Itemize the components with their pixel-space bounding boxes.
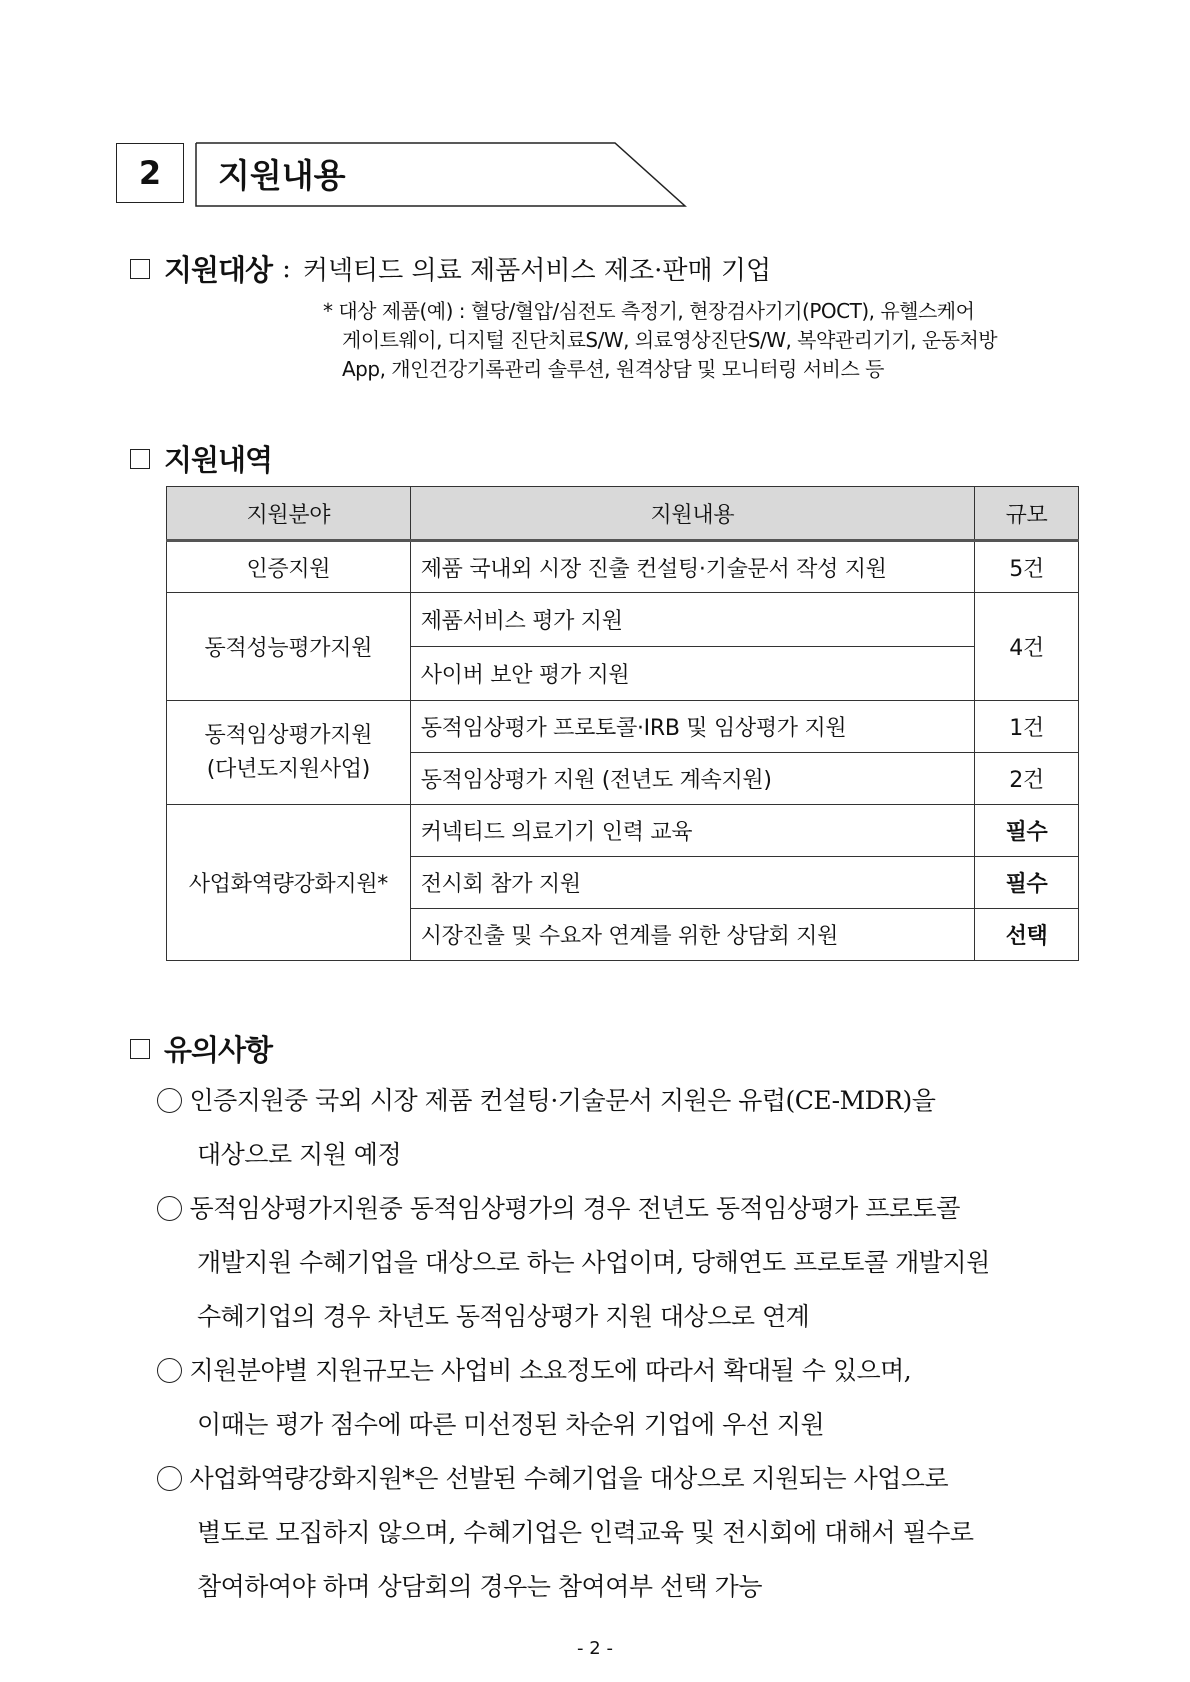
- section-number: 2: [116, 143, 184, 203]
- list-item-line: 별도로 모집하지 않으며, 수혜기업은 인력교육 및 전시회에 대해서 필수로: [197, 1518, 974, 1547]
- table-header: 규모: [975, 487, 1079, 541]
- list-item-line: 이때는 평가 점수에 따른 미선정된 차순위 기업에 우선 지원: [197, 1410, 825, 1439]
- content-cell: 시장진출 및 수요자 연계를 위한 상담회 지원: [410, 909, 974, 961]
- list-item: [157, 1182, 990, 1344]
- scale-cell: 1건: [975, 701, 1079, 753]
- target-heading-row: [130, 248, 771, 289]
- target-sep: :: [282, 253, 291, 284]
- list-item-line: 지원분야별 지원규모는 사업비 소요정도에 따라서 확대될 수 있으며,: [189, 1356, 912, 1385]
- support-table: [166, 486, 1079, 961]
- target-note-line: 게이트웨이, 디지털 진단치료S/W, 의료영상진단S/W, 복약관리기기, 운동처방: [342, 328, 998, 352]
- scale-cell: 선택: [975, 909, 1079, 961]
- checkbox-square-icon: [130, 1039, 150, 1059]
- list-item-line: 대상으로 지원 예정: [197, 1140, 402, 1169]
- circle-bullet-icon: [157, 1358, 182, 1383]
- scale-cell: 4건: [975, 593, 1079, 701]
- field-cell: 사업화역량강화지원*: [167, 805, 411, 961]
- list-item-line: 사업화역량강화지원*은 선발된 수혜기업을 대상으로 지원되는 사업으로: [189, 1464, 949, 1493]
- list-item-line: 인증지원중 국외 시장 제품 컨설팅·기술문서 지원은 유럽(CE-MDR)을: [189, 1086, 936, 1115]
- field-cell: [167, 701, 411, 805]
- details-heading-row: [130, 438, 272, 479]
- content-cell: 커넥티드 의료기기 인력 교육: [410, 805, 974, 857]
- list-item-line: 참여하여야 하며 상담회의 경우는 참여여부 선택 가능: [197, 1572, 762, 1601]
- table-header: 지원내용: [410, 487, 974, 541]
- content-cell: 동적임상평가 지원 (전년도 계속지원): [410, 753, 974, 805]
- notes-heading: 유의사항: [164, 1033, 273, 1067]
- scale-cell: 필수: [975, 857, 1079, 909]
- circle-bullet-icon: [157, 1466, 182, 1491]
- table-row: [167, 541, 1079, 593]
- field-cell-line: (다년도지원사업): [206, 756, 370, 782]
- list-item-line: 수혜기업의 경우 차년도 동적임상평가 지원 대상으로 연계: [197, 1302, 810, 1331]
- table-row: [167, 701, 1079, 753]
- list-item-line: 개발지원 수혜기업을 대상으로 하는 사업이며, 당해연도 프로토콜 개발지원: [197, 1248, 990, 1277]
- scale-cell: 2건: [975, 753, 1079, 805]
- content-cell: 사이버 보안 평가 지원: [410, 647, 974, 701]
- table-header-row: [167, 487, 1079, 541]
- content-cell: 제품 국내외 시장 진출 컨설팅·기술문서 작성 지원: [410, 541, 974, 593]
- list-item: [157, 1074, 990, 1182]
- list-item: [157, 1344, 990, 1452]
- content-cell: 제품서비스 평가 지원: [410, 593, 974, 647]
- target-note: [323, 297, 997, 384]
- list-item: [157, 1452, 990, 1614]
- scale-cell: 필수: [975, 805, 1079, 857]
- scale-cell: 5건: [975, 541, 1079, 593]
- notes-heading-row: [130, 1028, 272, 1069]
- table-header: 지원분야: [167, 487, 411, 541]
- target-description: 커넥티드 의료 제품서비스 제조·판매 기업: [302, 256, 772, 286]
- circle-bullet-icon: [157, 1088, 182, 1113]
- notes-list: [157, 1074, 990, 1614]
- target-note-line: * 대상 제품(예) : 혈당/혈압/심전도 측정기, 현장검사기기(POCT), 유헬스케어: [323, 299, 975, 323]
- page-number: - 2 -: [577, 1638, 613, 1659]
- target-note-line: App, 개인건강기록관리 솔루션, 원격상담 및 모니터링 서비스 등: [342, 357, 884, 381]
- details-heading: 지원내역: [164, 443, 273, 477]
- field-cell-line: 동적임상평가지원: [204, 722, 373, 748]
- content-cell: 동적임상평가 프로토콜·IRB 및 임상평가 지원: [410, 701, 974, 753]
- checkbox-square-icon: [130, 449, 150, 469]
- list-item-line: 동적임상평가지원중 동적임상평가의 경우 전년도 동적임상평가 프로토콜: [189, 1194, 960, 1223]
- content-cell: 전시회 참가 지원: [410, 857, 974, 909]
- field-cell: 동적성능평가지원: [167, 593, 411, 701]
- field-cell: 인증지원: [167, 541, 411, 593]
- section-title: 지원내용: [218, 156, 346, 195]
- table-row: [167, 805, 1079, 857]
- table-row: [167, 593, 1079, 647]
- target-heading: 지원대상: [164, 253, 273, 287]
- circle-bullet-icon: [157, 1196, 182, 1221]
- checkbox-square-icon: [130, 259, 150, 279]
